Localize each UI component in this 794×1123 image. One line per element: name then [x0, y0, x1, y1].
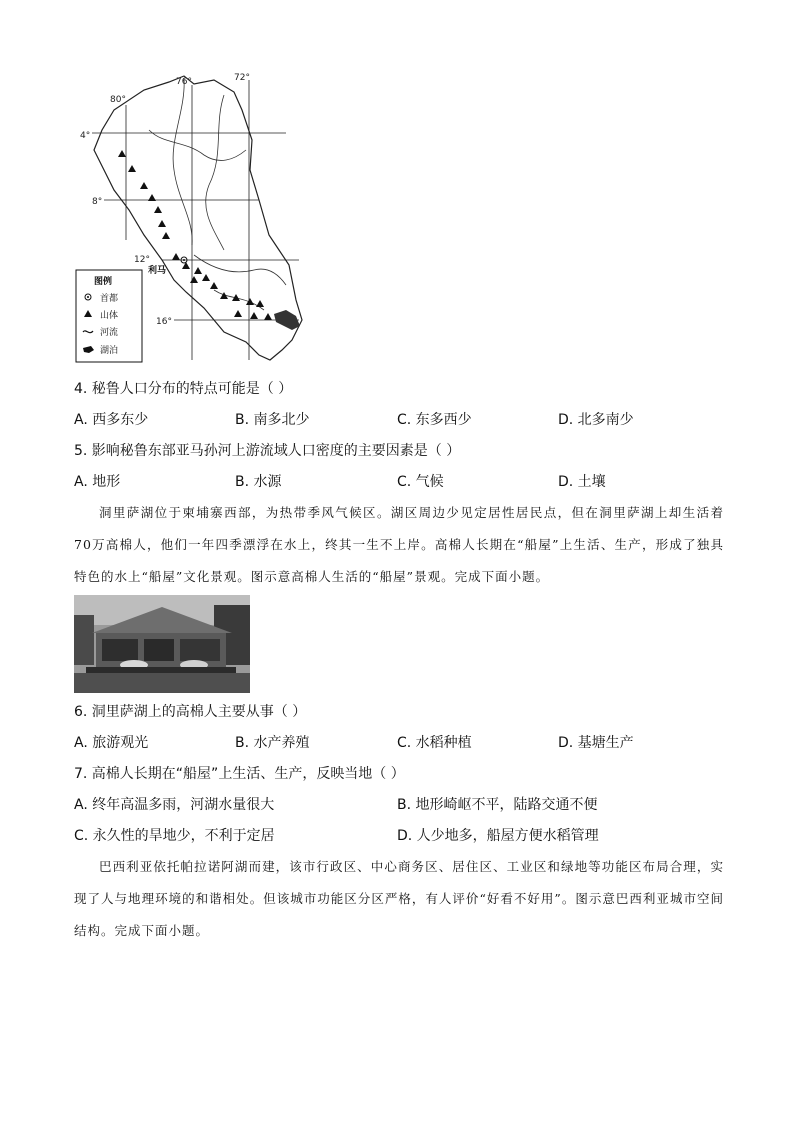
- lon-label-80: 80°: [110, 95, 126, 105]
- q5-option-b[interactable]: B. 水源: [235, 474, 282, 490]
- question-4-stem: 4. 秘鲁人口分布的特点可能是（ ）: [74, 381, 293, 397]
- river-line: [149, 130, 246, 160]
- passage-brasilia: 巴西利亚依托帕拉诺阿湖而建，该市行政区、中心商务区、居住区、工业区和绿地等功能区布局合理，实现了人与地理环境的和谐相处。但该城市功能区分区严格，有人评价“好看不好用”。图示意巴西利亚城市空间结构。完成下面小题。: [74, 859, 724, 938]
- lat-label-16: 16°: [156, 317, 172, 327]
- q4-option-a[interactable]: A. 西多东少: [74, 412, 149, 428]
- q4-option-c[interactable]: C. 东多西少: [397, 412, 472, 428]
- lake-titicaca: [274, 310, 300, 330]
- question-6-stem: 6. 洞里萨湖上的高棉人主要从事（ ）: [74, 704, 307, 720]
- q7-option-a[interactable]: A. 终年高温多雨，河湖水量很大: [74, 797, 275, 813]
- lat-label-8: 8°: [92, 197, 103, 207]
- q6-option-b[interactable]: B. 水产养殖: [235, 735, 310, 751]
- lat-label-12: 12°: [134, 255, 150, 265]
- q4-option-d[interactable]: D. 北多南少: [558, 412, 634, 428]
- peru-map-figure: [74, 70, 314, 365]
- q7-option-c[interactable]: C. 永久性的旱地少，不利于定居: [74, 828, 275, 844]
- river-line: [206, 95, 224, 250]
- q7-option-b[interactable]: B. 地形崎岖不平，陆路交通不便: [397, 797, 598, 813]
- legend-label-mountain: 山体: [100, 311, 119, 321]
- q5-option-d[interactable]: D. 土壤: [558, 474, 606, 490]
- map-legend: [76, 270, 142, 362]
- question-5-stem: 5. 影响秘鲁东部亚马孙河上游流域人口密度的主要因素是（ ）: [74, 443, 461, 459]
- q6-option-a[interactable]: A. 旅游观光: [74, 735, 149, 751]
- q7-option-d[interactable]: D. 人少地多，船屋方便水稻管理: [397, 828, 599, 844]
- river-line: [173, 78, 192, 245]
- q5-option-a[interactable]: A. 地形: [74, 474, 121, 490]
- lon-label-76: 76°: [176, 77, 192, 87]
- legend-title: 图例: [94, 277, 113, 287]
- legend-label-river: 河流: [100, 328, 119, 338]
- passage-tonle-sap: 洞里萨湖位于柬埔寨西部，为热带季风气候区。湖区周边少见定居性居民点，但在洞里萨湖上却生活着70万高棉人，他们一年四季漂浮在水上，终其一生不上岸。高棉人长期在“船屋”上生活、生产，形成了独具特色的水上“船屋”文化景观。图示意高棉人生活的“船屋”景观。完成下面小题。: [74, 505, 724, 584]
- capital-label: 利马: [148, 266, 167, 276]
- legend-label-lake: 湖泊: [100, 346, 119, 356]
- lat-label-4: 4°: [80, 131, 91, 141]
- lon-label-72: 72°: [234, 73, 250, 83]
- q4-option-b[interactable]: B. 南多北少: [235, 412, 310, 428]
- boat-house-photo: [74, 595, 250, 693]
- legend-label-capital: 首都: [100, 294, 119, 304]
- q6-option-c[interactable]: C. 水稻种植: [397, 735, 472, 751]
- q5-option-c[interactable]: C. 气候: [397, 474, 444, 490]
- q6-option-d[interactable]: D. 基塘生产: [558, 735, 634, 751]
- question-7-stem: 7. 高棉人长期在“船屋”上生活、生产，反映当地（ ）: [74, 766, 405, 782]
